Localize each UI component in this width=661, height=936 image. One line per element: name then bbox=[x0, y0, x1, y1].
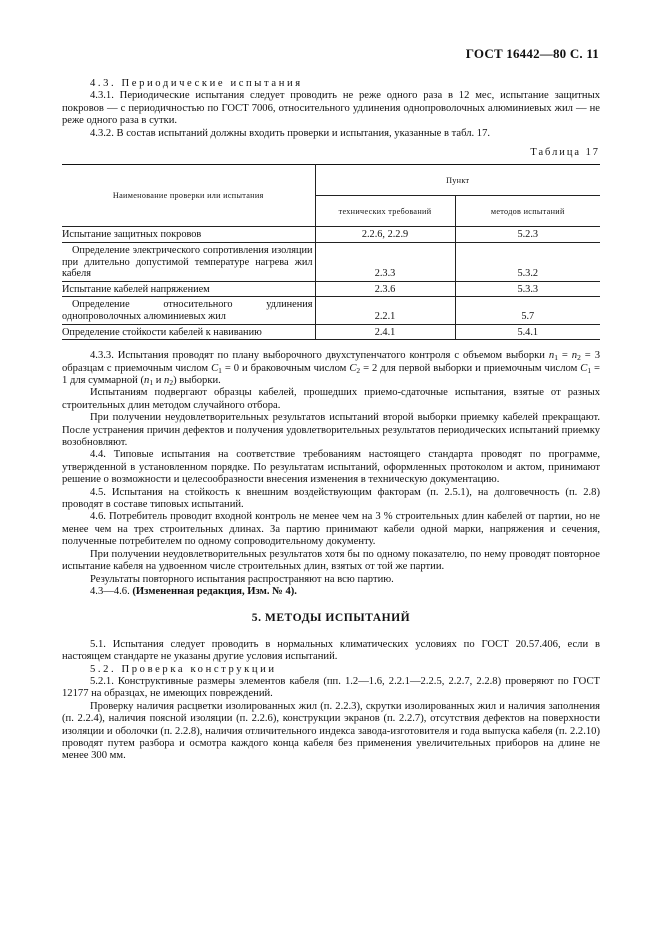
row-tech: 2.3.3 bbox=[315, 243, 455, 282]
section-4-3-title: 4.3. Периодические испытания bbox=[90, 78, 303, 89]
paragraph-5-2-1: 5.2.1. Конструктивные размеры элементов кабеля (пп. 1.2—1.6, 2.2.1—2.2.5, 2.2.7, 2.2.8) проверяют по ГОСТ 12177 на образцах, не имеющих повреждений. bbox=[62, 675, 600, 700]
row-name: Испытание защитных покровов bbox=[62, 227, 315, 243]
row-tech: 2.4.1 bbox=[315, 324, 455, 340]
row-methods: 5.4.1 bbox=[455, 324, 600, 340]
header-test-methods: методов испытаний bbox=[455, 196, 600, 227]
page-header: ГОСТ 16442—80 С. 11 bbox=[465, 46, 599, 61]
table-row bbox=[62, 324, 600, 340]
page-content bbox=[62, 78, 600, 763]
row-methods: 5.3.3 bbox=[455, 281, 600, 297]
table-row bbox=[62, 297, 600, 324]
paragraph-5-1: 5.1. Испытания следует проводить в нормальных климатических условиях по ГОСТ 20.57.406, если в настоящем стандарте не указаны другие условия испытаний. bbox=[62, 638, 600, 663]
section-5-2-title: 5.2. Проверка конструкции bbox=[90, 663, 277, 675]
row-name: Определение электрического сопротивления изоляции при длительно допустимой температуре нагрева жил кабеля bbox=[62, 245, 313, 280]
row-methods: 5.2.3 bbox=[455, 227, 600, 243]
table-row bbox=[62, 281, 600, 297]
paragraph-4-4: 4.4. Типовые испытания на соответствие требованиям настоящего стандарта проводят по программе, утвержденной в установленном порядке. По результатам испытаний, оформленных протоколом и актом, принимают решение о возможности и целесообразности внесения изменения в техническую документацию. bbox=[62, 449, 600, 486]
paragraph-4-3-1: 4.3.1. Периодические испытания следует проводить не реже одного раза в 12 мес, испытание защитных покровов — с периодичностью по ГОСТ 7006, относительного удлинения однопроволочных алюминиевых жил — не реже одного раза в сутки. bbox=[62, 90, 600, 127]
paragraph-samples: Испытаниям подвергают образцы кабелей, прошедших приемо-сдаточные испытания, взятые от разных строительных длин методом случайного отбора. bbox=[62, 387, 600, 411]
table-caption: Таблица 17 bbox=[530, 147, 600, 159]
table-row bbox=[62, 227, 600, 243]
header-punkt: Пункт bbox=[315, 165, 600, 196]
paragraph-inspection: Проверку наличия расцветки изолированных жил (п. 2.2.3), скрутки изолированных жил и наличия заполнения (п. 2.2.4), наличия поясной изоляции (п. 2.2.6), конструкции экранов (п. 2.2.7), отсутствия дефектов на поверхности изоляции и оболочки (п. 2.2.8), наличия отличительного индекса завода-изготовителя и года выпуска кабеля (п. 2.2.10) проводят путем разбора и осмотра каждого конца кабеля без применения увеличительных приборов на длине не менее 300 мм. bbox=[62, 700, 600, 762]
paragraph-results: Результаты повторного испытания распространяют на всю партию. bbox=[90, 573, 394, 585]
row-name: Определение относительного удлинения однопроволочных алюминиевых жил bbox=[62, 299, 313, 322]
section-5-title: 5. МЕТОДЫ ИСПЫТАНИЙ bbox=[251, 611, 411, 625]
table-row bbox=[62, 243, 600, 282]
row-tech: 2.3.6 bbox=[315, 281, 455, 297]
row-name: Определение стойкости кабелей к навиванию bbox=[62, 324, 315, 340]
header-name: Наименование проверки или испытания bbox=[62, 165, 315, 227]
row-methods: 5.3.2 bbox=[455, 243, 600, 282]
paragraph-4-5: 4.5. Испытания на стойкость к внешним воздействующим факторам (п. 2.5.1), на долговечность (п. 2.8) проводят в составе типовых испытаний. bbox=[62, 486, 600, 511]
row-tech: 2.2.6, 2.2.9 bbox=[315, 227, 455, 243]
row-tech: 2.2.1 bbox=[315, 297, 455, 324]
header-tech-requirements: технических требований bbox=[315, 196, 455, 227]
table-17 bbox=[62, 164, 600, 340]
paragraph-unsatisfactory-2: При получении неудовлетворительных результатов хотя бы по одному показателю, по нему проводят повторное испытание кабеля на удвоенном числе строительных длин, взятых от той же партии. bbox=[62, 548, 600, 573]
paragraph-4-6: 4.6. Потребитель проводит входной контроль не менее чем на 3 % строительных длин кабелей от партии, но не менее чем на трех строительных длинах. За партию принимают кабели одной марки, напряжения и сечения, полученные потребителем по одному сопроводительному документу. bbox=[62, 511, 600, 548]
paragraph-amendment: 4.3—4.6. (Измененная редакция, Изм. № 4). bbox=[90, 585, 297, 597]
paragraph-4-3-3: 4.3.3. Испытания проводят по плану выборочного двухступенчатого контроля с объемом выборки $n_1 = n_2 = 3$ образцам с приемочным числом $C_1 = 0$ и браковочным числом $C_2 = 2$ для первой выборки и приемочным числом $C_1 = 1$ для суммарной ($n_1$ и $n_2$) выборки. bbox=[62, 350, 600, 387]
paragraph-unsatisfactory-1: При получении неудовлетворительных результатов испытаний второй выборки приемку кабелей прекращают. После устранения причин дефектов и получения удовлетворительных результатов периодических испытаний приемку возобновляют. bbox=[62, 412, 600, 449]
paragraph-4-3-2: 4.3.2. В состав испытаний должны входить проверки и испытания, указанные в табл. 17. bbox=[90, 127, 491, 139]
row-methods: 5.7 bbox=[455, 297, 600, 324]
row-name: Испытание кабелей напряжением bbox=[62, 281, 315, 297]
